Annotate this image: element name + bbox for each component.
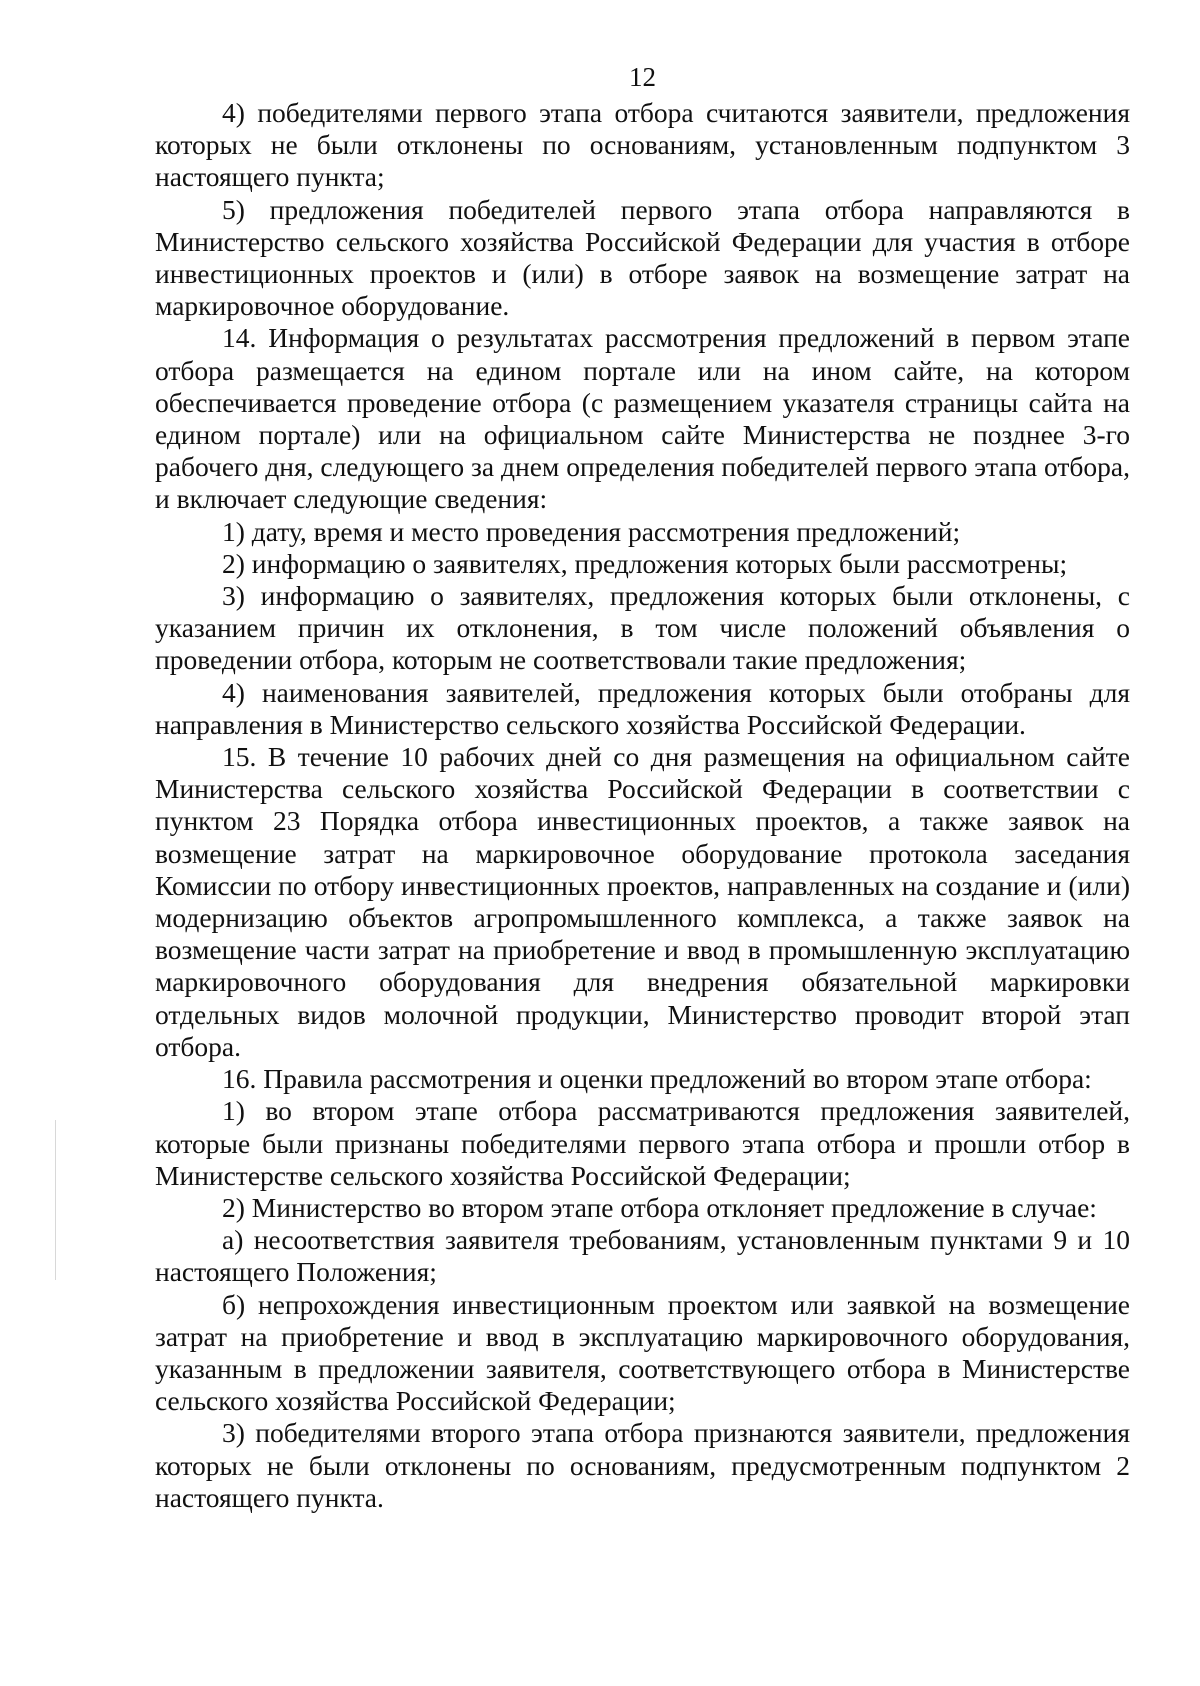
paragraph-14: 14. Информация о результатах рассмотрения предложений в первом этапе отбора размещается на едином портале или на ином сайте, на котором обеспечивается проведение отбора (с размещением указателя страницы сайта на едином портале) или на официальном сайте Министерства не позднее 3-го рабочего дня, следующего за днем определения победителей первого этапа отбора, и включает следующие сведения: <box>155 322 1130 515</box>
paragraph-16-1: 1) во втором этапе отбора рассматриваются предложения заявителей, которые были признаны победителями первого этапа отбора и прошли отбор в Министерстве сельского хозяйства Российской Федерации; <box>155 1095 1130 1191</box>
paragraph-14-4: 4) наименования заявителей, предложения которых были отобраны для направления в Министерство сельского хозяйства Российской Федерации. <box>155 676 1130 740</box>
paragraph-1-4: 4) победителями первого этапа отбора считаются заявители, предложения которых не были отклонены по основаниям, установленным подпунктом 3 настоящего пункта; <box>155 97 1130 193</box>
paragraph-15: 15. В течение 10 рабочих дней со дня размещения на официальном сайте Министерства сельского хозяйства Российской Федерации в соответствии с пунктом 23 Порядка отбора инвестиционных проектов, а также заявок на возмещение затрат на маркировочное оборудование протокола заседания Комиссии по отбору инвестиционных проектов, направленных на создание и (или) модернизацию объектов агропромышленного комплекса, а также заявок на возмещение части затрат на приобретение и ввод в промышленную эксплуатацию маркировочного оборудования для внедрения обязательной маркировки отдельных видов молочной продукции, Министерство проводит второй этап отбора. <box>155 741 1130 1062</box>
paragraph-16-2-a: а) несоответствия заявителя требованиям, установленным пунктами 9 и 10 настоящего Положения; <box>155 1224 1130 1288</box>
paragraph-16-2-b: б) непрохождения инвестиционным проектом или заявкой на возмещение затрат на приобретение и ввод в эксплуатацию маркировочного оборудования, указанным в предложении заявителя, соответствующего отбора в Министерстве сельского хозяйства Российской Федерации; <box>155 1288 1130 1417</box>
paragraph-1-5: 5) предложения победителей первого этапа отбора направляются в Министерство сельского хозяйства Российской Федерации для участия в отборе инвестиционных проектов и (или) в отборе заявок на возмещение затрат на маркировочное оборудование. <box>155 193 1130 322</box>
document-page <box>155 62 1130 1514</box>
paragraph-14-3: 3) информацию о заявителях, предложения которых были отклонены, с указанием причин их отклонения, в том числе положений объявления о проведении отбора, которым не соответствовали такие предложения; <box>155 580 1130 676</box>
paragraph-14-2: 2) информацию о заявителях, предложения которых были рассмотрены; <box>222 547 1068 579</box>
paragraph-16-3: 3) победителями второго этапа отбора признаются заявители, предложения которых не были отклонены по основаниям, предусмотренным подпунктом 2 настоящего пункта. <box>155 1417 1130 1513</box>
paragraph-14-1: 1) дату, время и место проведения рассмотрения предложений; <box>222 515 961 547</box>
paragraph-16-2: 2) Министерство во втором этапе отбора отклоняет предложение в случае: <box>222 1191 1097 1223</box>
page-number: 12 <box>629 62 656 92</box>
scan-margin-mark <box>55 1120 56 1280</box>
paragraph-16: 16. Правила рассмотрения и оценки предложений во втором этапе отбора: <box>222 1063 1092 1095</box>
